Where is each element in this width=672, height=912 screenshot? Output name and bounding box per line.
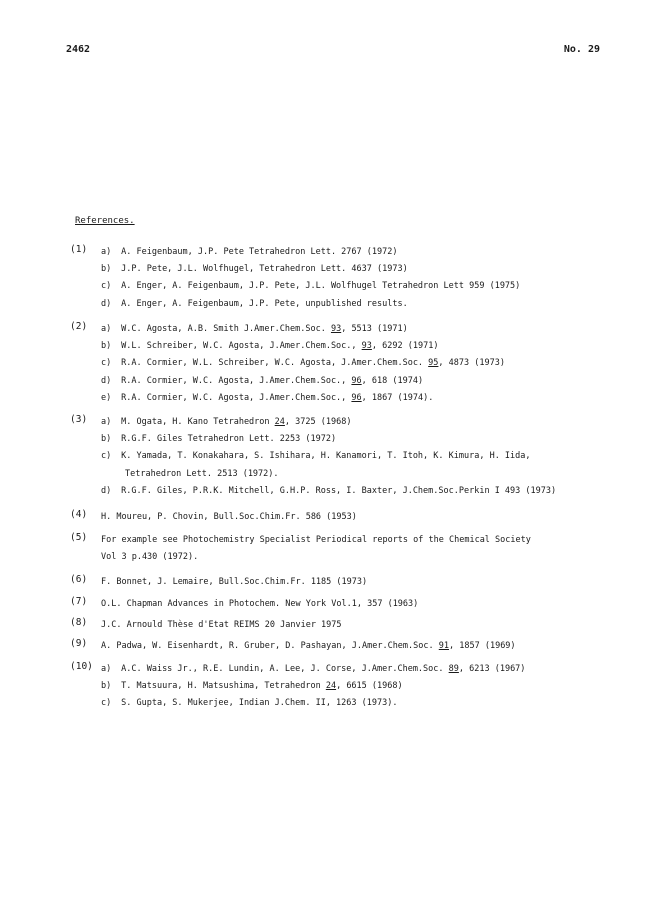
sub-reference-label: b) (101, 341, 112, 352)
reference-line (101, 483, 630, 500)
reference-body (101, 617, 630, 634)
citation-text: R.A. Cormier, W.L. Schreiber, W.C. Agosta, J.Amer.Chem.Soc. (121, 358, 429, 369)
volume-number: 24 (274, 417, 285, 427)
reference-number: (1) (70, 244, 88, 255)
reference-number: (6) (70, 574, 88, 585)
reference-line (101, 678, 630, 695)
citation-text: , 1867 (1974). (361, 392, 434, 403)
reference-number: (2) (70, 321, 88, 332)
reference-line (101, 549, 630, 566)
citation-text: For example see Photochemistry Specialist Periodical reports of the Chemical Society (101, 535, 531, 545)
reference-line (101, 532, 630, 549)
citation-text: , 5513 (1971) (341, 324, 408, 334)
citation-text: F. Bonnet, J. Lemaire, Bull.Soc.Chim.Fr. 1185 (1973) (101, 577, 368, 587)
reference-line (101, 355, 630, 372)
reference-entry (70, 638, 630, 655)
reference-body (101, 596, 630, 613)
sub-reference-label: c) (101, 358, 112, 369)
reference-body (101, 661, 630, 713)
reference-entry (70, 509, 630, 526)
reference-line (101, 596, 630, 613)
citation-text: Vol 3 p.430 (1972). (101, 552, 199, 563)
citation-text: , 4873 (1973) (438, 358, 505, 369)
reference-line (101, 617, 630, 634)
reference-line (101, 338, 630, 355)
sub-reference-label: c) (101, 281, 112, 292)
reference-number: (9) (70, 638, 88, 649)
references-heading: References. (75, 216, 135, 226)
citation-text: S. Gupta, S. Mukerjee, Indian J.Chem. II, 1263 (1973). (121, 698, 398, 709)
sub-reference-label: c) (101, 451, 112, 462)
reference-line (101, 278, 630, 295)
reference-line (101, 431, 630, 448)
volume-number: 95 (428, 358, 439, 369)
citation-text: , 1857 (1969) (449, 641, 516, 651)
citation-text: J.P. Pete, J.L. Wolfhugel, Tetrahedron Lett. 4637 (1973) (121, 264, 408, 275)
citation-text: R.A. Cormier, W.C. Agosta, J.Amer.Chem.Soc., (121, 375, 352, 386)
reference-entry (70, 532, 630, 566)
citation-text: A. Padwa, W. Eisenhardt, R. Gruber, D. Pashayan, J.Amer.Chem.Soc. (101, 641, 439, 651)
reference-number: (4) (70, 509, 88, 520)
citation-text: T. Matsuura, H. Matsushima, Tetrahedron (121, 681, 326, 692)
reference-number: (10) (70, 661, 93, 672)
reference-body (101, 532, 630, 566)
reference-line (101, 638, 630, 655)
citation-text: R.A. Cormier, W.C. Agosta, J.Amer.Chem.Soc., (121, 392, 352, 403)
volume-number: 89 (448, 664, 459, 674)
citation-text: O.L. Chapman Advances in Photochem. New York Vol.1, 357 (1963) (101, 599, 419, 609)
sub-reference-label: c) (101, 698, 112, 709)
reference-entry (70, 244, 630, 313)
sub-reference-label: a) (101, 247, 112, 257)
sub-reference-label: b) (101, 681, 112, 692)
citation-text: A. Enger, A. Feigenbaum, J.P. Pete, unpublished results. (121, 298, 408, 309)
citation-text: J.C. Arnould Thèse d'Etat REIMS 20 Janvier 1975 (101, 620, 342, 630)
issue-number: No. 29 (563, 44, 600, 55)
reference-entry (70, 661, 630, 713)
citation-text: A. Feigenbaum, J.P. Pete Tetrahedron Lett. 2767 (1972) (121, 247, 398, 257)
sub-reference-label: d) (101, 485, 112, 496)
reference-line (101, 574, 630, 591)
reference-line (101, 414, 630, 431)
volume-number: 96 (351, 375, 362, 386)
citation-text: K. Yamada, T. Konakahara, S. Ishihara, H. Kanamori, T. Itoh, K. Kimura, H. Iida, (121, 451, 531, 462)
citation-text: A.C. Waiss Jr., R.E. Lundin, A. Lee, J. Corse, J.Amer.Chem.Soc. (121, 664, 449, 674)
reference-line (101, 390, 630, 407)
reference-entry (70, 321, 630, 407)
volume-number: 96 (351, 392, 362, 403)
reference-line (101, 661, 630, 678)
citation-text: W.C. Agosta, A.B. Smith J.Amer.Chem.Soc. (121, 324, 331, 334)
reference-number: (7) (70, 596, 88, 607)
reference-entry (70, 596, 630, 613)
citation-text: R.G.F. Giles, P.R.K. Mitchell, G.H.P. Ross, I. Baxter, J.Chem.Soc.Perkin I 493 (1973) (121, 485, 557, 496)
sub-reference-label: e) (101, 392, 112, 403)
citation-text: Tetrahedron Lett. 2513 (1972). (125, 468, 279, 479)
sub-reference-label: a) (101, 417, 112, 427)
sub-reference-label: b) (101, 434, 112, 445)
reference-body (101, 574, 630, 591)
reference-line (101, 509, 630, 526)
citation-text: , 3725 (1968) (284, 417, 352, 427)
reference-body (101, 638, 630, 655)
sub-reference-label: a) (101, 324, 112, 334)
reference-line (101, 244, 630, 261)
citation-text: M. Ogata, H. Kano Tetrahedron (121, 417, 275, 427)
volume-number: 24 (325, 681, 337, 692)
volume-number: 91 (438, 641, 450, 651)
reference-entry (70, 574, 630, 591)
reference-number: (5) (70, 532, 88, 543)
reference-line (101, 448, 630, 465)
page-header (66, 44, 600, 58)
citation-text: , 618 (1974) (361, 375, 424, 386)
citation-text: R.G.F. Giles Tetrahedron Lett. 2253 (1972) (121, 434, 337, 445)
reference-line (101, 296, 630, 313)
reference-body (101, 244, 630, 313)
citation-text: W.L. Schreiber, W.C. Agosta, J.Amer.Chem.Soc., (121, 341, 362, 352)
reference-number: (3) (70, 414, 88, 425)
citation-text: , 6213 (1967) (458, 664, 526, 674)
volume-number: 93 (361, 341, 372, 352)
sub-reference-label: d) (101, 298, 112, 309)
reference-line (101, 321, 630, 338)
reference-number: (8) (70, 617, 88, 628)
reference-line (101, 695, 630, 712)
reference-line (101, 466, 630, 483)
citation-text: , 6292 (1971) (371, 341, 439, 352)
reference-body (101, 414, 630, 500)
reference-body (101, 509, 630, 526)
reference-line (101, 261, 630, 278)
page-number: 2462 (66, 44, 91, 55)
reference-line (101, 373, 630, 390)
citation-text: A. Enger, A. Feigenbaum, J.P. Pete, J.L. Wolfhugel Tetrahedron Lett 959 (1975) (121, 281, 521, 292)
sub-reference-label: d) (101, 375, 112, 386)
sub-reference-label: a) (101, 664, 112, 674)
reference-entry (70, 617, 630, 634)
sub-reference-label: b) (101, 264, 112, 275)
reference-body (101, 321, 630, 407)
citation-text: H. Moureu, P. Chovin, Bull.Soc.Chim.Fr. 586 (1953) (101, 512, 357, 522)
volume-number: 93 (330, 324, 342, 334)
citation-text: , 6615 (1968) (336, 681, 403, 692)
reference-entry (70, 414, 630, 500)
